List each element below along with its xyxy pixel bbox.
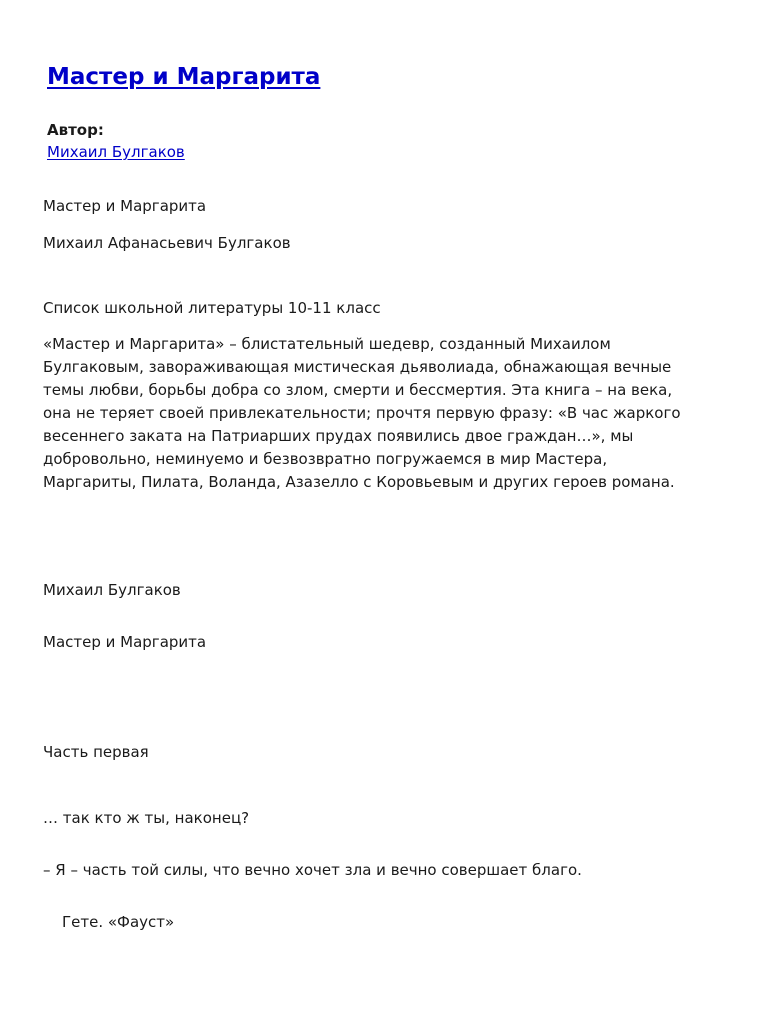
annotation-line: «Мастер и Маргарита» – блистательный шедевр, созданный Михаилом [43,335,611,353]
body-author: Михаил Булгаков [43,581,181,599]
front-author-full-name: Михаил Афанасьевич Булгаков [43,234,291,252]
epigraph-source: Гете. «Фауст» [62,913,175,931]
book-title-link[interactable]: Мастер и Маргарита [47,64,321,90]
annotation-line: темы любви, борьбы добра со злом, смерти и бессмертия. Эта книга – на века, [43,381,673,399]
part-heading: Часть первая [43,743,149,761]
curriculum-note: Список школьной литературы 10-11 класс [43,299,381,317]
annotation-line: Маргариты, Пилата, Воланда, Азазелло с Коровьевым и других героев романа. [43,473,675,491]
body-title: Мастер и Маргарита [43,633,207,651]
annotation-line: Булгаковым, завораживающая мистическая дьяволиада, обнажающая вечные [43,358,672,376]
front-title: Мастер и Маргарита [43,197,207,215]
author-link[interactable]: Михаил Булгаков [47,143,185,161]
author-label: Автор: [47,121,104,139]
annotation-line: она не теряет своей привлекательности; прочтя первую фразу: «В час жаркого [43,404,681,422]
annotation-line: весеннего заката на Патриарших прудах появились двое граждан…», мы [43,427,634,445]
epigraph-answer: – Я – часть той силы, что вечно хочет зла и вечно совершает благо. [43,861,582,879]
annotation-line: добровольно, неминуемо и безвозвратно погружаемся в мир Мастера, [43,450,608,468]
annotation-paragraph [43,333,743,494]
epigraph-question: … так кто ж ты, наконец? [43,809,250,827]
